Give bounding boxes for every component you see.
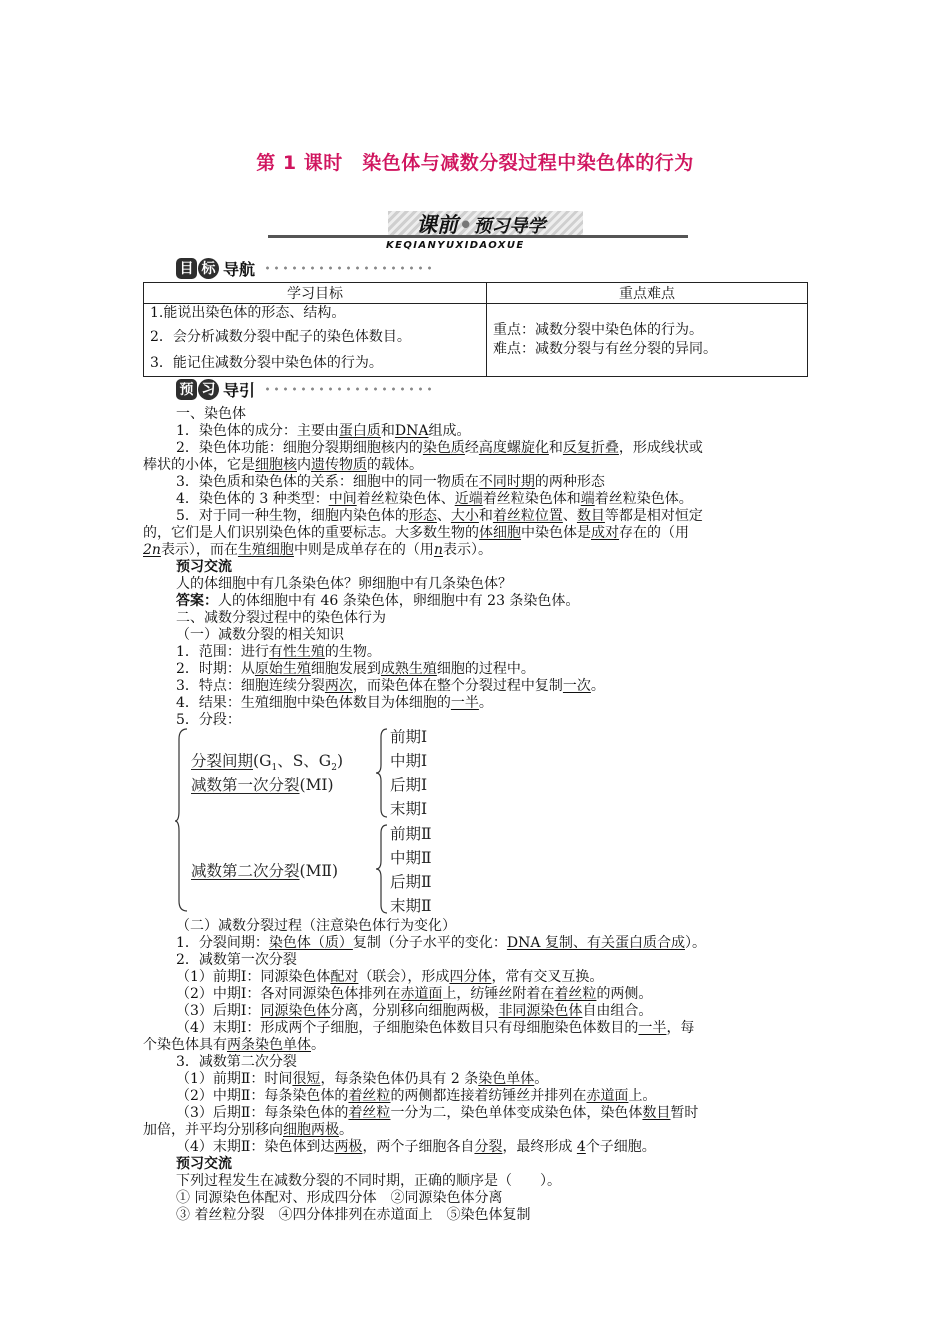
goal-item: 1.能说出染色体的形态、结构。 bbox=[150, 305, 346, 321]
paragraph-line: 3．减数第二次分裂 bbox=[176, 1054, 297, 1070]
exchange-label: 预习交流 bbox=[176, 559, 232, 575]
stage-meiosis-2: 减数第二次分裂(MⅡ) bbox=[191, 862, 339, 880]
page-title: 第 1 课时 染色体与减数分裂过程中染色体的行为 bbox=[256, 152, 694, 174]
section-banner bbox=[268, 209, 688, 253]
exchange-label: 预习交流 bbox=[176, 1156, 232, 1172]
banner-dot: • bbox=[459, 213, 473, 237]
paragraph-line: （3）后期Ⅰ：同源染色体分离，分别移向细胞两极，非同源染色体自由组合。 bbox=[176, 1003, 653, 1019]
phase-label: 前期Ⅰ bbox=[390, 728, 428, 746]
paragraph-line: 3．染色质和染色体的关系：细胞中的同一物质在不同时期的两种形态 bbox=[176, 474, 605, 490]
part2-heading: 二、减数分裂过程中的染色体行为 bbox=[176, 610, 386, 626]
phase-label: 后期Ⅱ bbox=[390, 873, 432, 891]
paragraph-line: 5．分段： bbox=[176, 712, 241, 728]
paragraph-line: 5．对于同一种生物，细胞内染色体的形态、大小和着丝粒位置、数目等都是相对恒定 bbox=[176, 508, 703, 524]
key-point: 重点：减数分裂中染色体的行为。 bbox=[493, 322, 703, 338]
paragraph-line: （2）中期Ⅰ：各对同源染色体排列在赤道面上，纺锤丝附着在着丝粒的两侧。 bbox=[176, 986, 653, 1002]
banner-tail: 预习导学 bbox=[473, 216, 546, 237]
heading-chip: 标 bbox=[198, 258, 219, 279]
paragraph-line: （4）末期Ⅰ：形成两个子细胞，子细胞染色体数目只有母细胞染色体数目的一半，每 bbox=[176, 1020, 695, 1036]
subheading: （一）减数分裂的相关知识 bbox=[176, 627, 344, 643]
heading-chip: 习 bbox=[198, 379, 219, 400]
paragraph-line: 1．分裂间期：染色体（质）复制（分子水平的变化：DNA 复制、有关蛋白质合成）。 bbox=[176, 935, 706, 951]
paragraph-line: 4．染色体的 3 种类型：中间着丝粒染色体、近端着丝粒染色体和端着丝粒染色体。 bbox=[176, 491, 693, 507]
dotted-rule bbox=[263, 385, 433, 393]
paragraph-line: （3）后期Ⅱ：每条染色体的着丝粒一分为二，染色单体变成染色体，染色体数目暂时 bbox=[176, 1105, 699, 1121]
paragraph-line: 3．特点：细胞连续分裂两次，而染色体在整个分裂过程中复制一次。 bbox=[176, 678, 605, 694]
heading-label: 导引 bbox=[223, 380, 256, 400]
banner-subtitle: KEQIANYUXIDAOXUE bbox=[386, 240, 525, 251]
heading-chip: 目 bbox=[176, 258, 197, 279]
banner-title bbox=[416, 209, 545, 239]
key-points-cell bbox=[487, 304, 808, 377]
paragraph-line: 2．减数第一次分裂 bbox=[176, 952, 297, 968]
subheading: （二）减数分裂过程（注意染色体行为变化） bbox=[176, 918, 456, 934]
stage-meiosis-1: 减数第一次分裂(MⅠ) bbox=[191, 776, 334, 794]
goal-item: 3．能记住减数分裂中染色体的行为。 bbox=[150, 355, 383, 371]
heading-chip: 预 bbox=[176, 379, 197, 400]
banner-main: 课前 bbox=[416, 213, 458, 237]
phase-label: 后期Ⅰ bbox=[390, 776, 428, 794]
paragraph-line: 的，它们是人们识别染色体的重要标志。大多数生物的体细胞中染色体是成对存在的（用 bbox=[143, 525, 689, 541]
exchange-answer: 答案：人的体细胞中有 46 条染色体，卵细胞中有 23 条染色体。 bbox=[176, 593, 580, 609]
phase-label: 末期Ⅰ bbox=[390, 800, 428, 818]
paragraph-line: 1．范围：进行有性生殖的生物。 bbox=[176, 644, 381, 660]
stage-interphase: 分裂间期($G_1$、S、$G_2$) bbox=[191, 752, 343, 774]
goals-cell bbox=[144, 304, 487, 377]
paragraph-line: 个染色体具有两条染色单体。 bbox=[143, 1037, 325, 1053]
phase-label: 前期Ⅱ bbox=[390, 825, 432, 843]
heading-label: 导航 bbox=[223, 259, 256, 279]
paragraph-line: （1）前期Ⅰ：同源染色体配对（联会），形成四分体，常有交叉互换。 bbox=[176, 969, 604, 985]
paragraph-line: （1）前期Ⅱ：时间很短，每条染色体仍具有 2 条染色单体。 bbox=[176, 1071, 549, 1087]
table-header: 学习目标 bbox=[144, 283, 487, 304]
paragraph-line: 2．染色体功能：细胞分裂期细胞核内的染色质经高度螺旋化和反复折叠，形成线状或 bbox=[176, 440, 703, 456]
paragraph-line: 4．结果：生殖细胞中染色体数目为体细胞的一半。 bbox=[176, 695, 493, 711]
phase-label: 中期Ⅱ bbox=[390, 849, 432, 867]
stage-diagram bbox=[175, 725, 475, 915]
paragraph-line: （2）中期Ⅱ：每条染色体的着丝粒的两侧都连接着纺锤丝并排列在赤道面上。 bbox=[176, 1088, 657, 1104]
exchange-question: 人的体细胞中有几条染色体？卵细胞中有几条染色体？ bbox=[176, 576, 512, 592]
exchange-option: ① 同源染色体配对、形成四分体 ②同源染色体分离 bbox=[176, 1190, 503, 1206]
section-preview-heading bbox=[176, 378, 433, 400]
exchange-option: ③ 着丝粒分裂 ④四分体排列在赤道面上 ⑤染色体复制 bbox=[176, 1207, 531, 1223]
paragraph-line: 2n表示），而在生殖细胞中则是成单存在的（用n表示）。 bbox=[143, 542, 492, 558]
table-header: 重点难点 bbox=[487, 283, 808, 304]
part1-heading: 一、染色体 bbox=[176, 406, 246, 422]
phase-label: 末期Ⅱ bbox=[390, 897, 432, 915]
section-goals-heading bbox=[176, 257, 433, 279]
paragraph-line: （4）末期Ⅱ：染色体到达两极，两个子细胞各自分裂，最终形成 4个子细胞。 bbox=[176, 1139, 656, 1155]
paragraph-line: 棒状的小体，它是细胞核内遗传物质的载体。 bbox=[143, 457, 423, 473]
paragraph-line: 1．染色体的成分：主要由蛋白质和DNA组成。 bbox=[176, 423, 471, 439]
paragraph-line: 加倍，并平均分别移向细胞两极。 bbox=[143, 1122, 353, 1138]
paragraph-line: 2．时期：从原始生殖细胞发展到成熟生殖细胞的过程中。 bbox=[176, 661, 535, 677]
key-point: 难点：减数分裂与有丝分裂的异同。 bbox=[493, 341, 717, 357]
goals-table bbox=[143, 282, 808, 377]
exchange-question: 下列过程发生在减数分裂的不同时期，正确的顺序是（ ）。 bbox=[176, 1173, 561, 1189]
phase-label: 中期Ⅰ bbox=[390, 752, 428, 770]
dotted-rule bbox=[263, 264, 433, 272]
goal-item: 2．会分析减数分裂中配子的染色体数目。 bbox=[150, 329, 411, 345]
